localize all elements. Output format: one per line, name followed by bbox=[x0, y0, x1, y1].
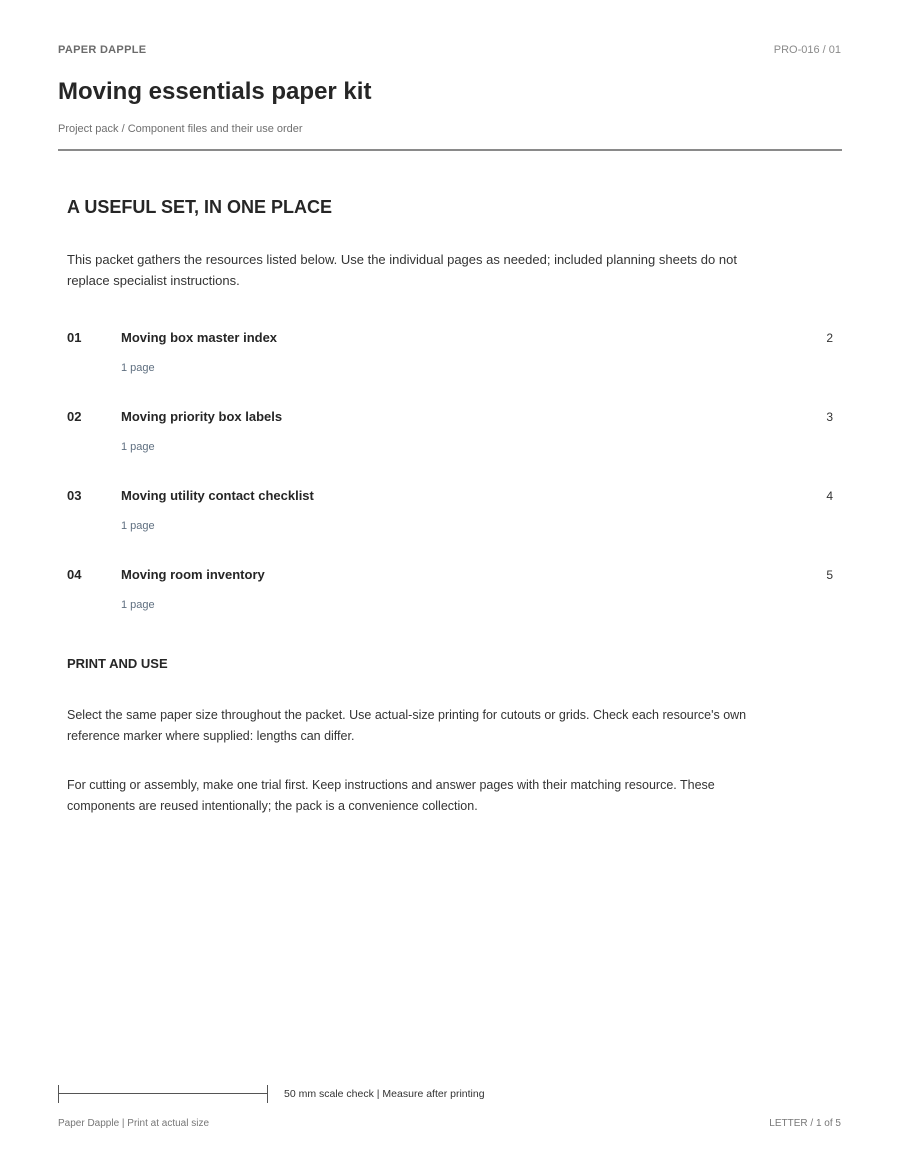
contents-item-pages: 1 page bbox=[121, 362, 155, 374]
contents-list bbox=[67, 330, 833, 646]
intro-heading: A USEFUL SET, IN ONE PLACE bbox=[67, 197, 333, 217]
print-heading: PRINT AND USE bbox=[67, 656, 168, 671]
contents-item-page-ref: 5 bbox=[826, 568, 833, 582]
contents-item-pages: 1 page bbox=[121, 520, 155, 532]
contents-item-number: 03 bbox=[67, 488, 82, 503]
scale-label: 50 mm scale check | Measure after printing bbox=[284, 1088, 485, 1100]
contents-item bbox=[67, 567, 833, 646]
contents-item bbox=[67, 330, 833, 409]
contents-item-page-ref: 4 bbox=[826, 489, 833, 503]
contents-item-page-ref: 3 bbox=[826, 410, 833, 424]
contents-item bbox=[67, 409, 833, 488]
scale-bar-line bbox=[58, 1093, 268, 1094]
contents-item-page-ref: 2 bbox=[826, 331, 833, 345]
contents-item-pages: 1 page bbox=[121, 441, 155, 453]
header-divider bbox=[58, 149, 842, 151]
scale-bar-tick-left bbox=[58, 1085, 59, 1103]
contents-item bbox=[67, 488, 833, 567]
contents-item-name: Moving box master index bbox=[121, 330, 278, 345]
footer-page-info: LETTER / 1 of 5 bbox=[769, 1118, 841, 1129]
contents-item-number: 04 bbox=[67, 567, 82, 582]
scale-bar bbox=[58, 1085, 268, 1103]
contents-item-pages: 1 page bbox=[121, 599, 155, 611]
document-code: PRO-016 / 01 bbox=[773, 44, 841, 56]
print-paragraph: For cutting or assembly, make one trial first. Keep instructions and answer pages with their matching resource. These components are reused intentionally; the pack is a convenience collection. bbox=[67, 778, 715, 813]
contents-item-number: 02 bbox=[67, 409, 82, 424]
contents-item-name: Moving room inventory bbox=[121, 567, 265, 582]
intro-text: This packet gathers the resources listed below. Use the individual pages as needed; included planning sheets do not replace specialist instructions. bbox=[67, 252, 737, 288]
footer-left-text: Paper Dapple | Print at actual size bbox=[58, 1118, 210, 1129]
contents-item-name: Moving priority box labels bbox=[121, 409, 283, 424]
print-paragraph: Select the same paper size throughout the packet. Use actual-size printing for cutouts or grids. Check each resource's own reference marker where supplied: lengths can differ. bbox=[67, 708, 747, 743]
page-subtitle: Project pack / Component files and their use order bbox=[58, 123, 303, 135]
page-title: Moving essentials paper kit bbox=[58, 78, 372, 105]
scale-bar-tick-right bbox=[267, 1085, 268, 1103]
contents-item-number: 01 bbox=[67, 330, 82, 345]
brand-name: PAPER DAPPLE bbox=[58, 44, 147, 56]
contents-item-name: Moving utility contact checklist bbox=[121, 488, 314, 503]
